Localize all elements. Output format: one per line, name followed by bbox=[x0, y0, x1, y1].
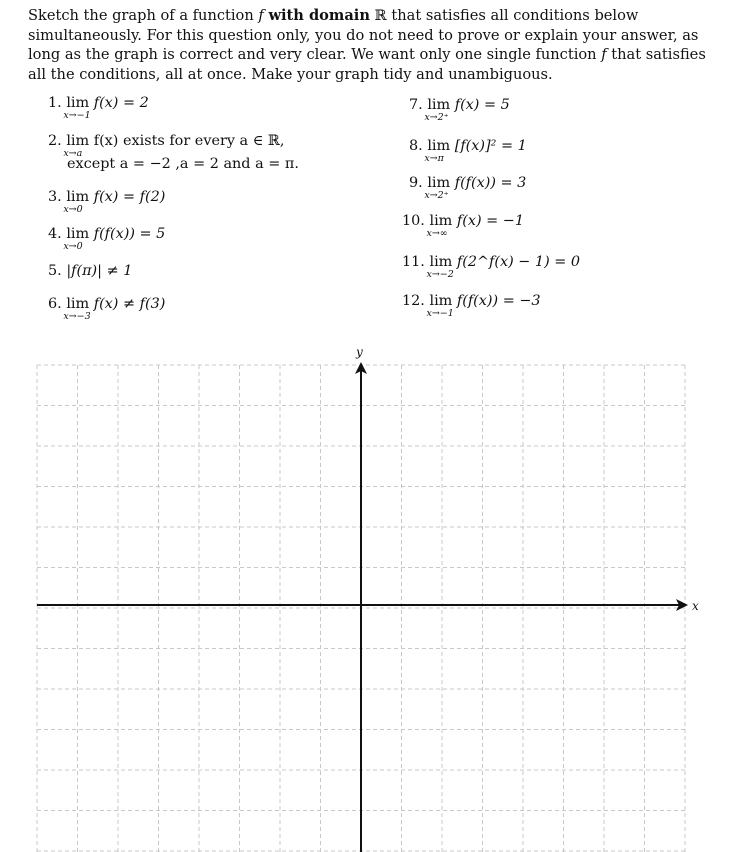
lim-word: lim bbox=[427, 138, 451, 154]
condition-number: 4. bbox=[48, 226, 62, 242]
y-axis-label: y bbox=[356, 345, 363, 359]
intro-bold: with domain bbox=[268, 7, 370, 24]
lim-word: lim bbox=[66, 133, 90, 149]
lim-subscript: x→∞ bbox=[426, 228, 448, 239]
intro-part1: Sketch the graph of a function bbox=[28, 7, 259, 24]
condition-number: 5. bbox=[48, 263, 62, 279]
lim-subscript: x→−3 bbox=[63, 311, 91, 322]
intro-f: f bbox=[258, 7, 264, 24]
lim-word: lim bbox=[66, 95, 90, 111]
lim-word: lim bbox=[66, 189, 90, 205]
condition-number: 6. bbox=[48, 296, 62, 312]
condition-number: 1. bbox=[48, 95, 62, 111]
condition-expr: [f(x)]² = 1 bbox=[450, 138, 527, 154]
lim-subscript: x→−2 bbox=[426, 269, 454, 280]
condition-number: 10. bbox=[402, 213, 425, 229]
condition-expr: f(2^f(x) − 1) = 0 bbox=[452, 254, 581, 270]
lim-word: lim bbox=[429, 213, 453, 229]
condition-expr: f(f(x)) = 5 bbox=[89, 226, 166, 242]
condition-number: 2. bbox=[48, 133, 62, 149]
condition-number: 3. bbox=[48, 189, 62, 205]
x-axis-label: x bbox=[692, 599, 699, 613]
condition-expr: f(x) ≠ f(3) bbox=[89, 296, 166, 312]
lim-subscript: x→π bbox=[424, 153, 444, 164]
intro-f2: f bbox=[601, 46, 607, 63]
lim-subscript: x→−1 bbox=[426, 308, 454, 319]
lim-word: lim bbox=[429, 254, 453, 270]
condition-expr: f(f(x)) = −3 bbox=[452, 293, 541, 309]
condition-expr: f(x) = −1 bbox=[452, 213, 524, 229]
condition-number: 12. bbox=[402, 293, 425, 309]
lim-subscript: x→2⁺ bbox=[424, 112, 449, 123]
lim-word: lim bbox=[427, 175, 451, 191]
condition-number: 11. bbox=[402, 254, 425, 270]
condition-number: 7. bbox=[409, 97, 423, 113]
lim-subscript: x→0 bbox=[63, 204, 83, 215]
condition-number: 9. bbox=[409, 175, 423, 191]
lim-word: lim bbox=[66, 226, 90, 242]
condition-expr: f(f(x)) = 3 bbox=[450, 175, 527, 191]
intro-part3: that satisfies all the conditions, all at once. Make your graph tidy and unambiguous. bbox=[28, 46, 706, 83]
condition-expr: f(x) = 5 bbox=[450, 97, 510, 113]
lim-word: lim bbox=[66, 296, 90, 312]
lim-subscript: x→a bbox=[63, 148, 83, 159]
condition-expr: |f(π)| ≠ 1 bbox=[66, 263, 133, 279]
intro-part2: ℝ that satisfies all conditions below simultaneously. For this question only, you do not need to prove or explain your answer, as long as the graph is correct and very clear. We want only one single function bbox=[28, 7, 699, 63]
lim-word: lim bbox=[427, 97, 451, 113]
lim-word: lim bbox=[429, 293, 453, 309]
condition-expr: f(x) exists for every a ∈ ℝ, bbox=[89, 133, 285, 149]
condition-expr-line2: except a = −2 ,a = 2 and a = π. bbox=[67, 156, 299, 172]
lim-subscript: x→2⁺ bbox=[424, 190, 449, 201]
condition-expr: f(x) = 2 bbox=[89, 95, 149, 111]
condition-number: 8. bbox=[409, 138, 423, 154]
lim-subscript: x→0 bbox=[63, 241, 83, 252]
lim-subscript: x→−1 bbox=[63, 110, 91, 121]
condition-expr: f(x) = f(2) bbox=[89, 189, 166, 205]
